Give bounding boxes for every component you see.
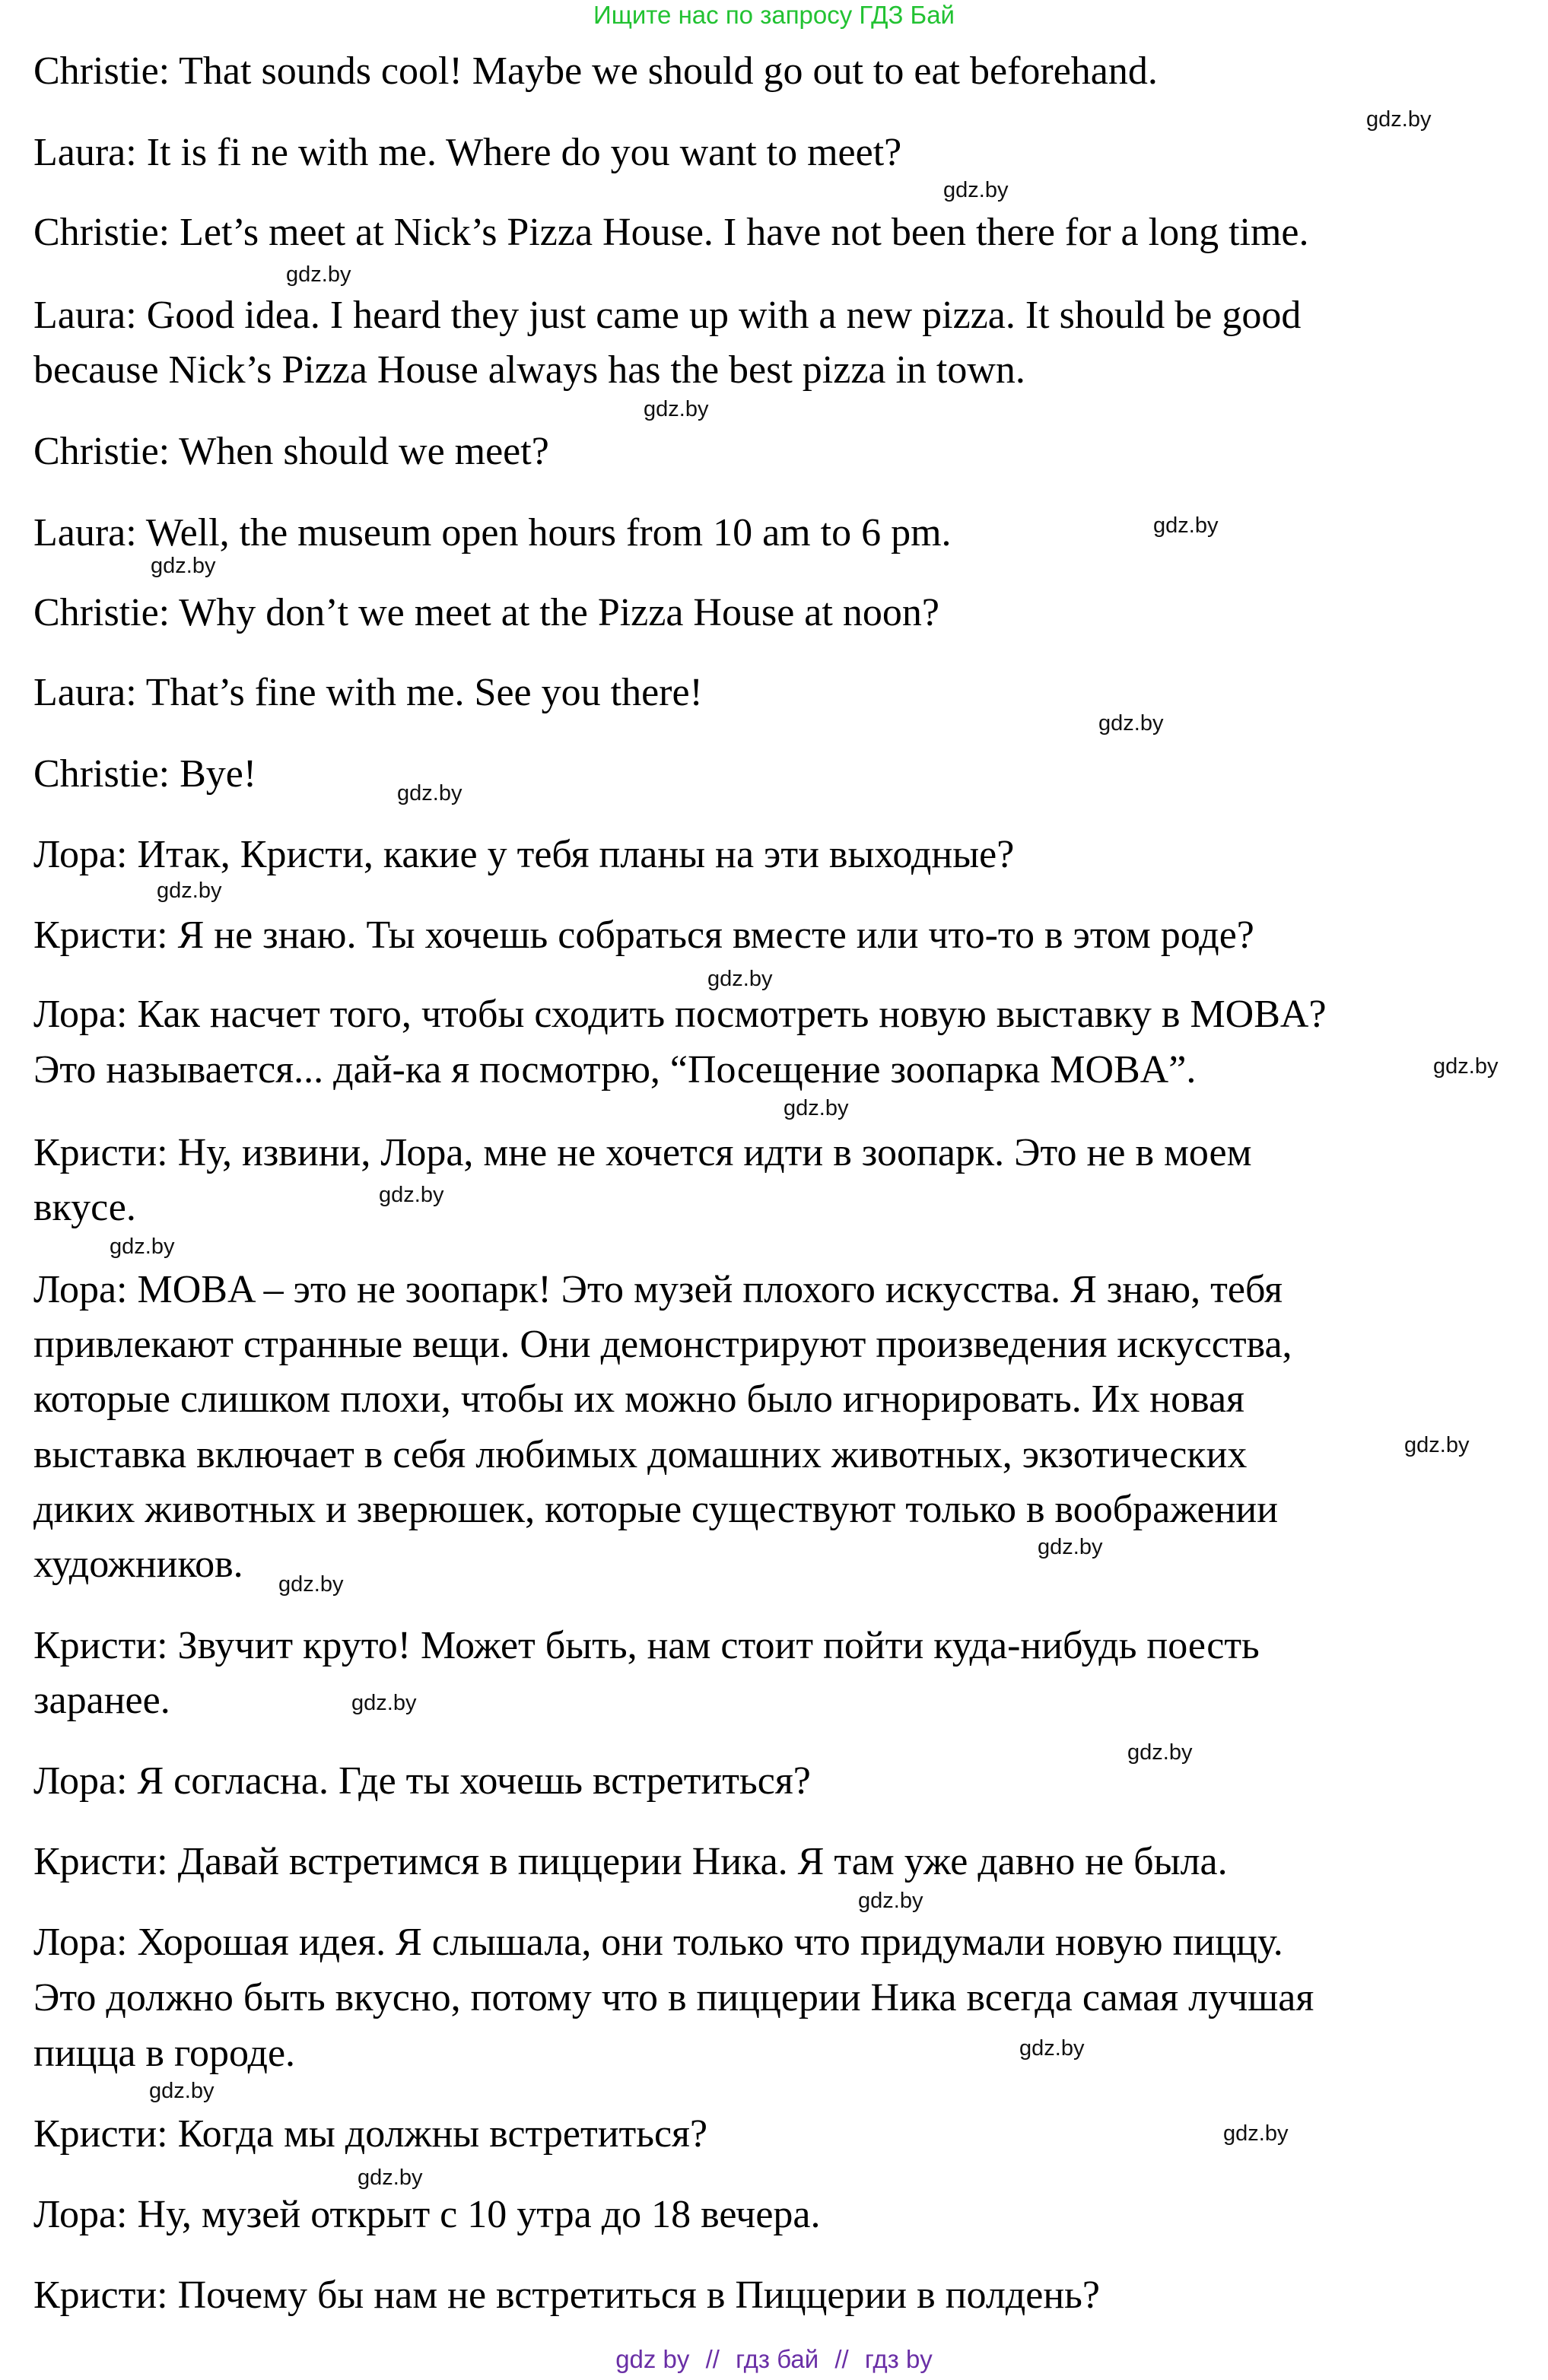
dialogue-line: Лора: Итак, Кристи, какие у тебя планы на эти выходные?: [33, 833, 1015, 876]
dialogue-line: привлекают странные вещи. Они демонстрируют произведения искусства,: [33, 1323, 1292, 1366]
dialogue-line: Это называется... дай-ка я посмотрю, “Посещение зоопарка MOBA”.: [33, 1048, 1197, 1091]
dialogue-line: Лора: Как насчет того, чтобы сходить посмотреть новую выставку в MOBA?: [33, 993, 1327, 1036]
watermark: gdz.by: [1366, 107, 1432, 132]
watermark: gdz.by: [1223, 2121, 1289, 2146]
dialogue-line: Кристи: Давай встретимся в пиццерии Ника. Я там уже давно не была.: [33, 1840, 1228, 1883]
dialogue-line: Это должно быть вкусно, потому что в пиццерии Ника всегда самая лучшая: [33, 1976, 1314, 2019]
watermark: gdz.by: [1038, 1535, 1103, 1559]
search-hint-link[interactable]: Ищите нас по запросу ГДЗ Бай: [593, 1, 955, 29]
footer-links: [0, 2344, 1548, 2375]
watermark: gdz.by: [151, 554, 216, 578]
watermark: gdz.by: [707, 967, 773, 991]
dialogue-line: Christie: That sounds cool! Maybe we should go out to eat beforehand.: [33, 49, 1158, 93]
footer-link-gdz-bay[interactable]: гдз бай: [736, 2345, 819, 2373]
dialogue-line: Кристи: Почему бы нам не встретиться в Пиццерии в полдень?: [33, 2274, 1100, 2317]
watermark: gdz.by: [943, 178, 1009, 202]
footer-link-gdz-by[interactable]: gdz by: [615, 2345, 690, 2373]
dialogue-line: Кристи: Ну, извини, Лора, мне не хочется идти в зоопарк. Это не в моем: [33, 1131, 1252, 1174]
dialogue-line: Christie: Why don’t we meet at the Pizza House at noon?: [33, 591, 939, 634]
watermark: gdz.by: [397, 781, 462, 806]
dialogue-line: because Nick’s Pizza House always has the best pizza in town.: [33, 348, 1025, 392]
dialogue-line: художников.: [33, 1543, 243, 1586]
dialogue-line: вкусе.: [33, 1186, 136, 1229]
footer-separator: //: [705, 2345, 720, 2373]
dialogue-line: Laura: That’s fine with me. See you there!: [33, 671, 703, 714]
watermark: gdz.by: [278, 1572, 344, 1597]
watermark: gdz.by: [1404, 1433, 1470, 1457]
watermark: gdz.by: [784, 1096, 849, 1120]
dialogue-line: заранее.: [33, 1679, 170, 1722]
dialogue-line: выставка включает в себя любимых домашних животных, экзотических: [33, 1433, 1248, 1476]
dialogue-line: Лора: Ну, музей открыт с 10 утра до 18 вечера.: [33, 2193, 821, 2236]
dialogue-line: которые слишком плохи, чтобы их можно было игнорировать. Их новая: [33, 1377, 1244, 1421]
dialogue-line: пицца в городе.: [33, 2032, 296, 2075]
watermark: gdz.by: [1019, 2036, 1085, 2061]
dialogue-line: Laura: Good idea. I heard they just came up with a new pizza. It should be good: [33, 294, 1302, 337]
dialogue-line: Laura: Well, the museum open hours from 10 am to 6 pm.: [33, 511, 952, 554]
watermark: gdz.by: [286, 262, 351, 287]
watermark: gdz.by: [110, 1234, 175, 1259]
dialogue-line: Christie: Bye!: [33, 752, 257, 796]
dialogue-line: Лора: Я согласна. Где ты хочешь встретиться?: [33, 1759, 811, 1803]
watermark: gdz.by: [157, 879, 222, 903]
dialogue-line: Кристи: Я не знаю. Ты хочешь собраться вместе или что-то в этом роде?: [33, 914, 1254, 957]
dialogue-line: Christie: Let’s meet at Nick’s Pizza House. I have not been there for a long time.: [33, 211, 1309, 254]
watermark: gdz.by: [379, 1183, 444, 1207]
dialogue-line: Laura: It is fi ne with me. Where do you want to meet?: [33, 131, 902, 174]
watermark: gdz.by: [1098, 711, 1164, 736]
footer-separator: //: [834, 2345, 849, 2373]
dialogue-line: Кристи: Когда мы должны встретиться?: [33, 2112, 708, 2156]
watermark: gdz.by: [149, 2079, 215, 2103]
dialogue-line: Лора: MOBA – это не зоопарк! Это музей плохого искусства. Я знаю, тебя: [33, 1268, 1283, 1311]
watermark: gdz.by: [358, 2166, 423, 2190]
watermark: gdz.by: [858, 1889, 923, 1913]
dialogue-line: Christie: When should we meet?: [33, 430, 549, 473]
watermark: gdz.by: [1127, 1740, 1193, 1765]
dialogue-line: Кристи: Звучит круто! Может быть, нам стоит пойти куда-нибудь поесть: [33, 1624, 1260, 1667]
watermark: gdz.by: [351, 1691, 417, 1715]
dialogue-line: диких животных и зверюшек, которые существуют только в воображении: [33, 1488, 1279, 1531]
watermark: gdz.by: [1153, 513, 1219, 538]
watermark: gdz.by: [644, 397, 709, 421]
watermark: gdz.by: [1433, 1054, 1499, 1079]
dialogue-line: Лора: Хорошая идея. Я слышала, они только что придумали новую пиццу.: [33, 1921, 1283, 1964]
footer-link-gdz-by-cyrillic[interactable]: гдз by: [864, 2345, 933, 2373]
